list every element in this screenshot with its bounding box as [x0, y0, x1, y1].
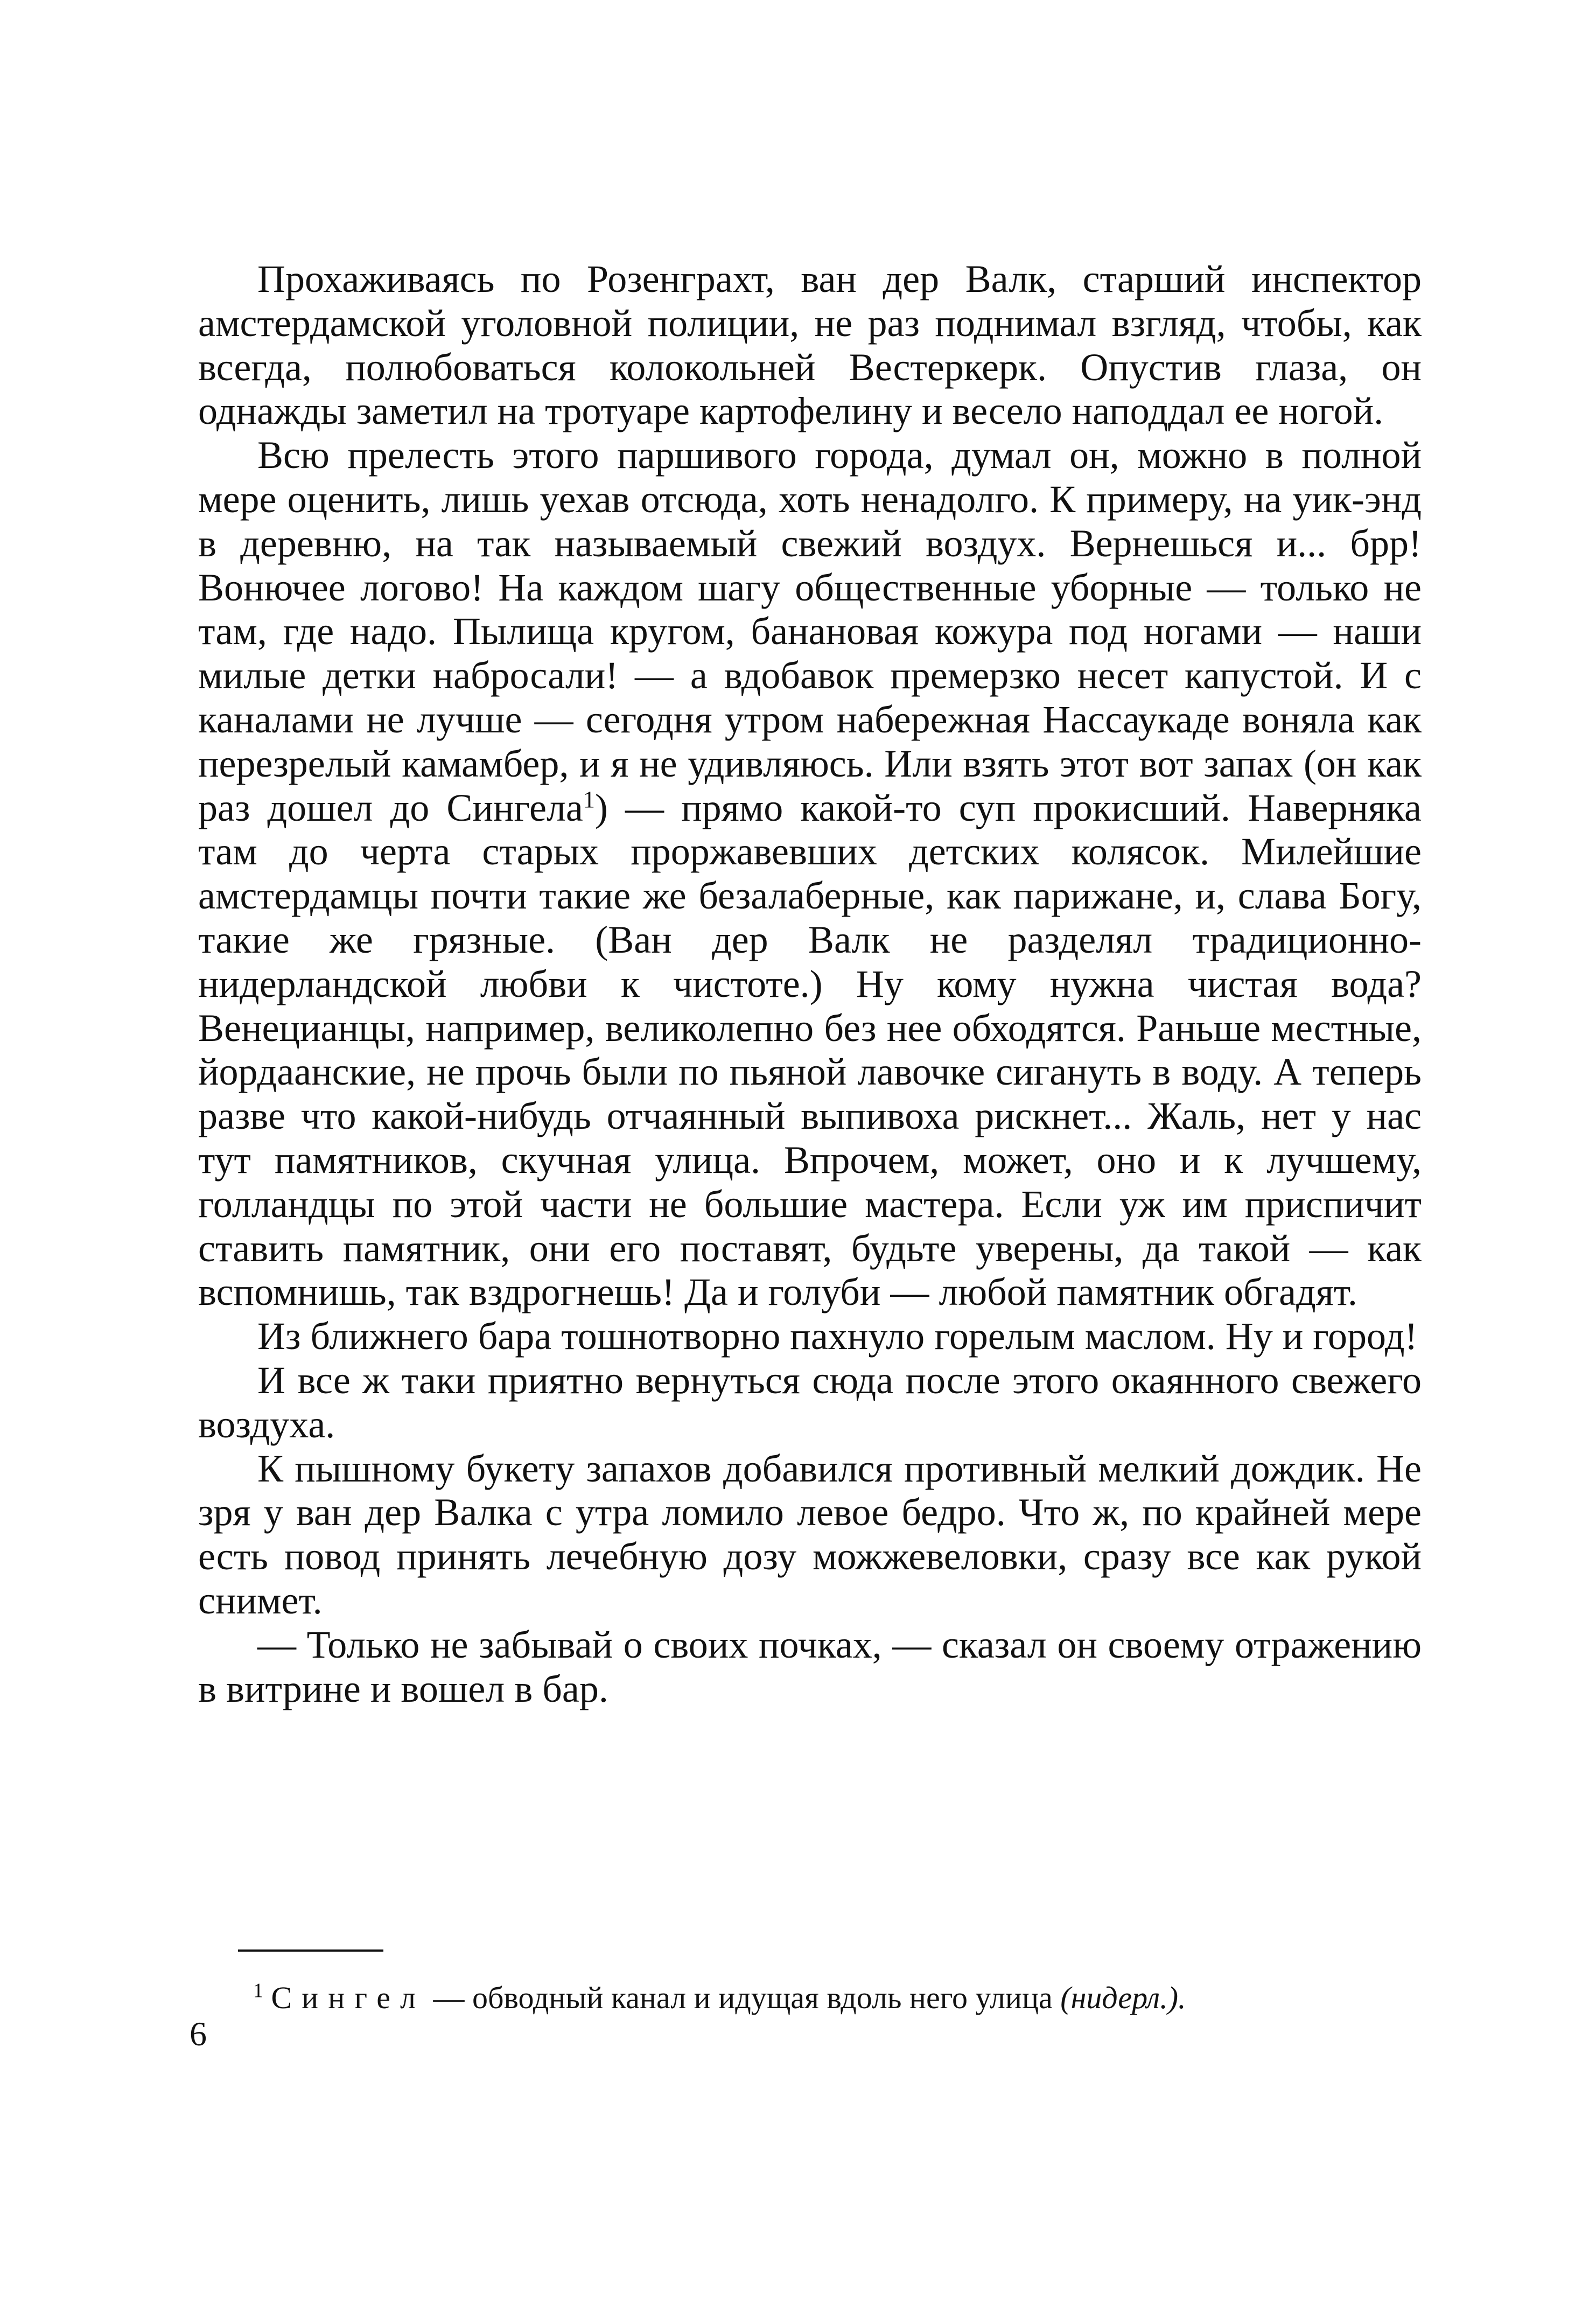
- footnote: [253, 1979, 1416, 2017]
- paragraph-2: [198, 434, 1422, 1315]
- paragraph-2-part-1: Всю прелесть этого паршивого города, думал он, можно в полной мере оценить, лишь уехав отсюда, хоть ненадолго. К примеру, на уик-энд в деревню, на так называемый свежий воздух. Вернешься и... брр! Вонючее логово! На каждом шагу общественные уборные — только не там, где надо. Пылища кругом, банановая кожура под ногами — наши милые детки набросали! — а вдобавок премерзко несет капустой. И с каналами не лучше — сегодня утром набережная Нассаукаде воняла как перезрелый камамбер, и я не удивляюсь. Или взять этот вот запах (он как раз дошел до Сингела: [198, 434, 1422, 829]
- footnote-term: Сингел: [271, 1980, 425, 2015]
- footnote-language: (нидерл.).: [1060, 1980, 1186, 2015]
- paragraph-2-part-2: ) — прямо какой-то суп прокисший. Наверняка там до черта старых проржавевших детских колясок. Милейшие амстердамцы почти такие же безалаберные, как парижане, и, слава Богу, такие же грязные. (Ван дер Валк не разделял традиционно-нидерландской любви к чистоте.) Ну кому нужна чистая вода? Венецианцы, например, великолепно без нее обходятся. Раньше местные, йордаанские, не прочь были по пьяной лавочке сигануть в воду. А теперь разве что какой-нибудь отчаянный выпивоха рискнет... Жаль, нет у нас тут памятников, скучная улица. Впрочем, может, оно и к лучшему, голландцы по этой части не большие мастера. Если уж им приспичит ставить памятник, они его поставят, будьте уверены, да такой — как вспомнишь, так вздрогнешь! Да и голуби — любой памятник обгадят.: [198, 786, 1422, 1314]
- page-number: 6: [190, 2015, 207, 2053]
- paragraph-5: К пышному букету запахов добавился противный мелкий дождик. Не зря у ван дер Валка с утра ломило левое бедро. Что ж, по крайней мере есть повод принять лечебную дозу можжевеловки, сразу все как рукой снимет.: [198, 1447, 1422, 1622]
- footnote-mark: 1: [253, 1979, 263, 2002]
- paragraph-4: И все ж таки приятно вернуться сюда после этого окаянного свежего воздуха.: [198, 1358, 1422, 1446]
- main-text: [198, 257, 1422, 1711]
- footnote-reference: 1: [583, 786, 595, 813]
- footnote-divider: [238, 1949, 383, 1952]
- paragraph-6: — Только не забывай о своих почках, — сказал он своему отражению в витрине и вошел в бар.: [198, 1623, 1422, 1710]
- footnote-text: — обводный канал и идущая вдоль него улица: [425, 1980, 1061, 2015]
- paragraph-3: Из ближнего бара тошнотворно пахнуло горелым маслом. Ну и город!: [257, 1315, 1418, 1358]
- paragraph-1: Прохаживаясь по Розенграхт, ван дер Валк, старший инспектор амстердамской уголовной полиции, не раз поднимал взгляд, чтобы, как всегда, полюбоваться колокольней Вестеркерк. Опустив глаза, он однажды заметил на тротуаре картофелину и весело наподдал ее ногой.: [198, 257, 1422, 433]
